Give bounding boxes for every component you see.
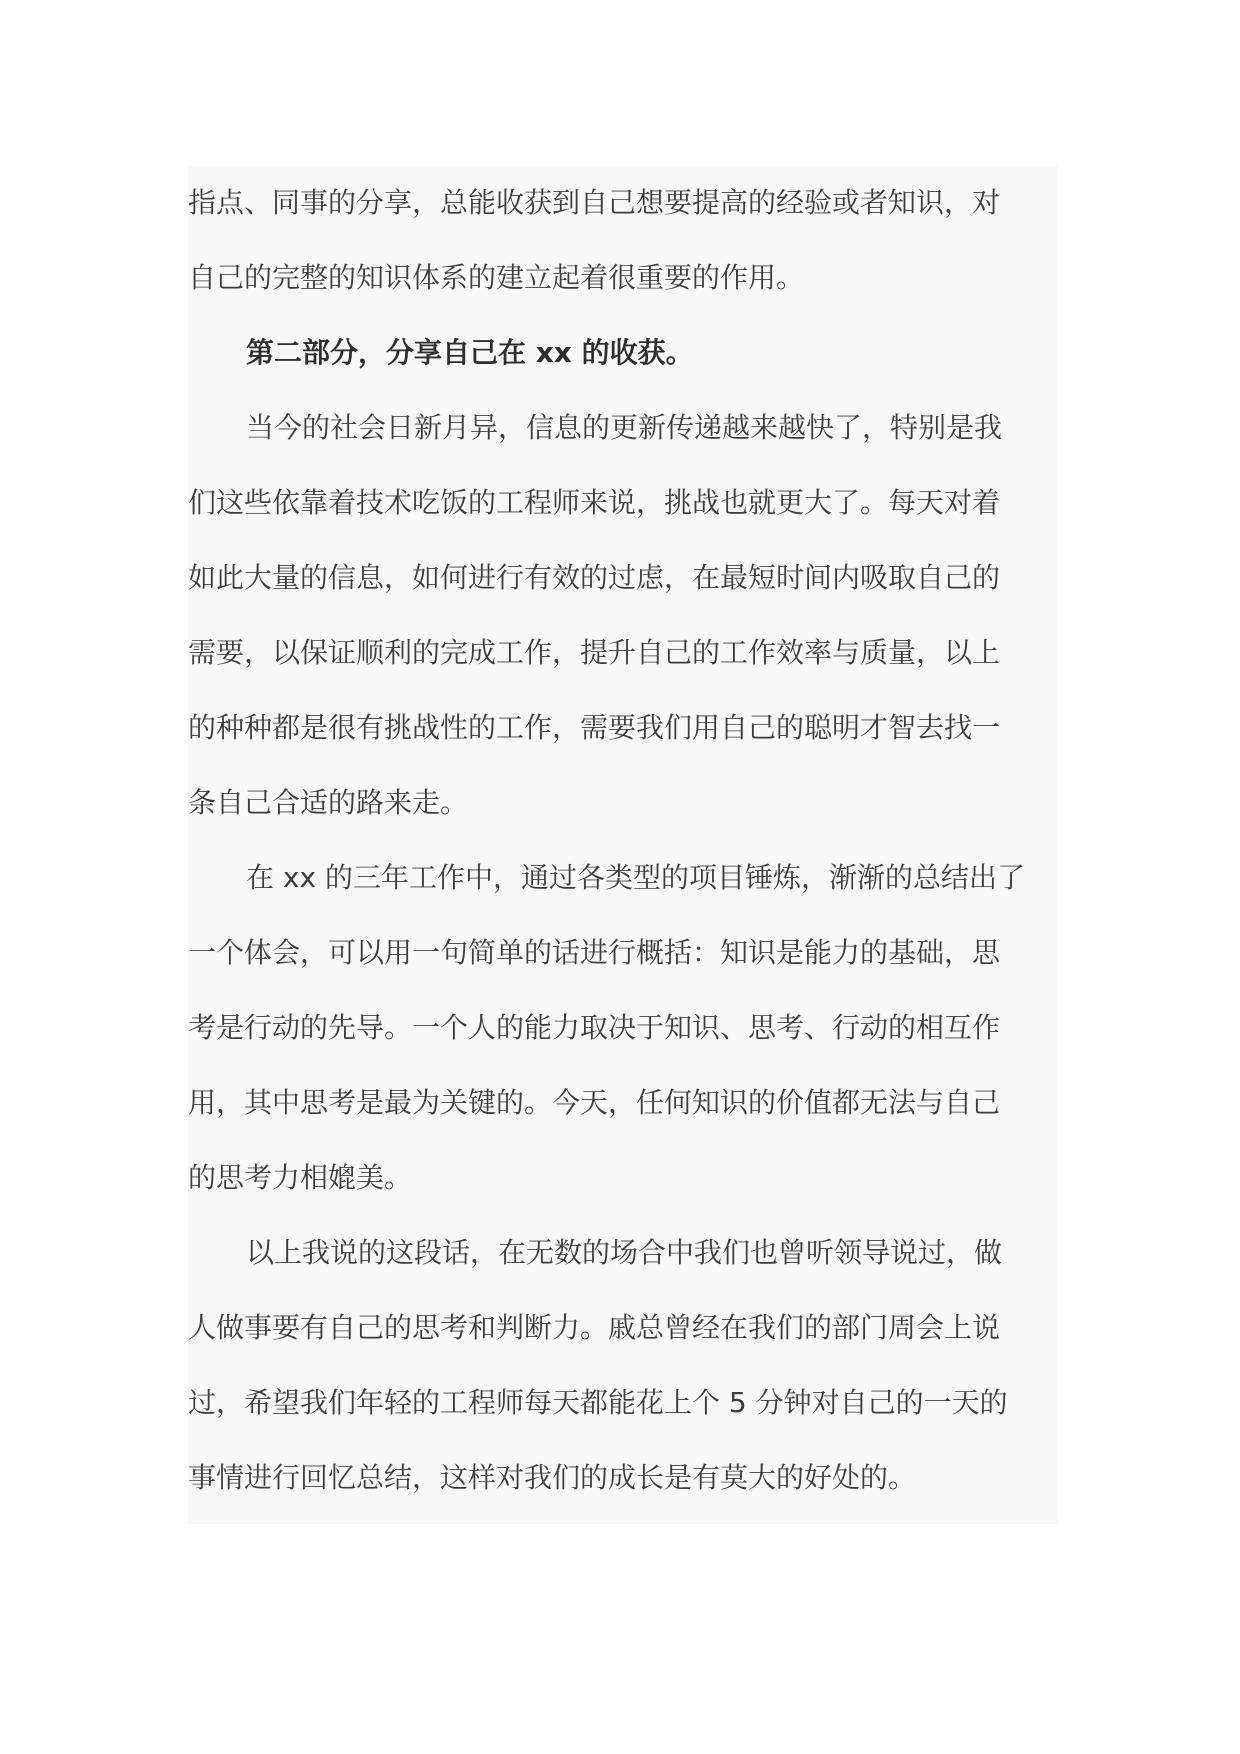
section-heading: 第二部分，分享自己在 xx 的收获。 bbox=[246, 336, 694, 369]
paragraph-line: 指点、同事的分享，总能收获到自己想要提高的经验或者知识，对 bbox=[188, 186, 1001, 219]
paragraph-line: 如此大量的信息，如何进行有效的过虑，在最短时间内吸取自己的 bbox=[188, 561, 1001, 594]
paragraph-line: 们这些依靠着技术吃饭的工程师来说，挑战也就更大了。每天对着 bbox=[188, 486, 1001, 519]
paragraph-line: 需要，以保证顺利的完成工作，提升自己的工作效率与质量，以上 bbox=[188, 636, 1001, 669]
paragraph-line: 的种种都是很有挑战性的工作，需要我们用自己的聪明才智去找一 bbox=[188, 711, 1001, 744]
paragraph-line: 用，其中思考是最为关键的。今天，任何知识的价值都无法与自己 bbox=[188, 1086, 1001, 1119]
paragraph-line: 事情进行回忆总结，这样对我们的成长是有莫大的好处的。 bbox=[188, 1461, 917, 1494]
paragraph-line: 的思考力相媲美。 bbox=[188, 1161, 413, 1194]
paragraph-line: 考是行动的先导。一个人的能力取决于知识、思考、行动的相互作 bbox=[188, 1011, 1001, 1044]
paragraph-line: 条自己合适的路来走。 bbox=[188, 786, 469, 819]
paragraph-line: 在 xx 的三年工作中，通过各类型的项目锤炼，渐渐的总结出了 bbox=[246, 861, 1025, 894]
paragraph-line: 人做事要有自己的思考和判断力。戚总曾经在我们的部门周会上说 bbox=[188, 1311, 1001, 1344]
paragraph-line: 以上我说的这段话，在无数的场合中我们也曾听领导说过，做 bbox=[246, 1236, 1003, 1269]
document-body bbox=[188, 166, 1058, 1524]
paragraph-line: 过，希望我们年轻的工程师每天都能花上个 5 分钟对自己的一天的 bbox=[188, 1386, 1008, 1419]
paragraph-line: 自己的完整的知识体系的建立起着很重要的作用。 bbox=[188, 261, 805, 294]
paragraph-line: 一个体会，可以用一句简单的话进行概括：知识是能力的基础，思 bbox=[188, 936, 1001, 969]
paragraph-line: 当今的社会日新月异，信息的更新传递越来越快了，特别是我 bbox=[246, 411, 1003, 444]
